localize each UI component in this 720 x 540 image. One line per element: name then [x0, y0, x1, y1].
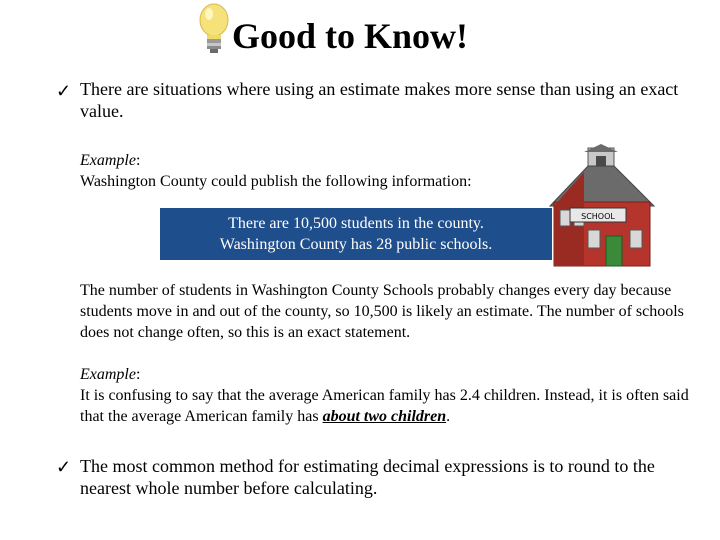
example-2-label-suffix: : [135, 366, 141, 383]
callout-line-2: Washington County has 28 public schools. [219, 236, 493, 253]
bullet-text-1: There are situations where using an estimate makes more sense than using an exact value. [80, 79, 679, 121]
example-2-text-after: . [446, 408, 451, 425]
example-2-emphasis: about two children [322, 408, 447, 425]
schoolhouse-icon [548, 144, 656, 270]
example-2-text-before: It is confusing to say that the average American family has 2.4 children. Instead, it is often said that the average American family has [80, 387, 689, 425]
example-2-label: Example [80, 366, 136, 383]
example-2 [80, 364, 690, 427]
example-1-label: Example [80, 152, 136, 169]
callout-box [160, 208, 552, 260]
example-1-intro [80, 150, 550, 192]
school-sign-text: SCHOOL [581, 212, 615, 221]
page-title: Good to Know! [232, 16, 469, 56]
callout-line-1: There are 10,500 students in the county. [228, 215, 484, 232]
example-1-explanation: The number of students in Washington County Schools probably changes every day because students move in and out of the county, so 10,500 is likely an estimate. The number of schools does not change often, so this is an exact statement. [80, 282, 684, 341]
checkmark-icon: ✓ [56, 81, 72, 101]
bullet-text-2: The most common method for estimating decimal expressions is to round to the nearest whole number before calculating. [80, 456, 655, 498]
lightbulb-icon [196, 2, 232, 58]
checkmark-icon: ✓ [56, 457, 72, 477]
example-1-label-suffix: : [135, 152, 141, 169]
example-1-intro-text: Washington County could publish the following information: [80, 173, 472, 190]
title-row [196, 2, 516, 62]
